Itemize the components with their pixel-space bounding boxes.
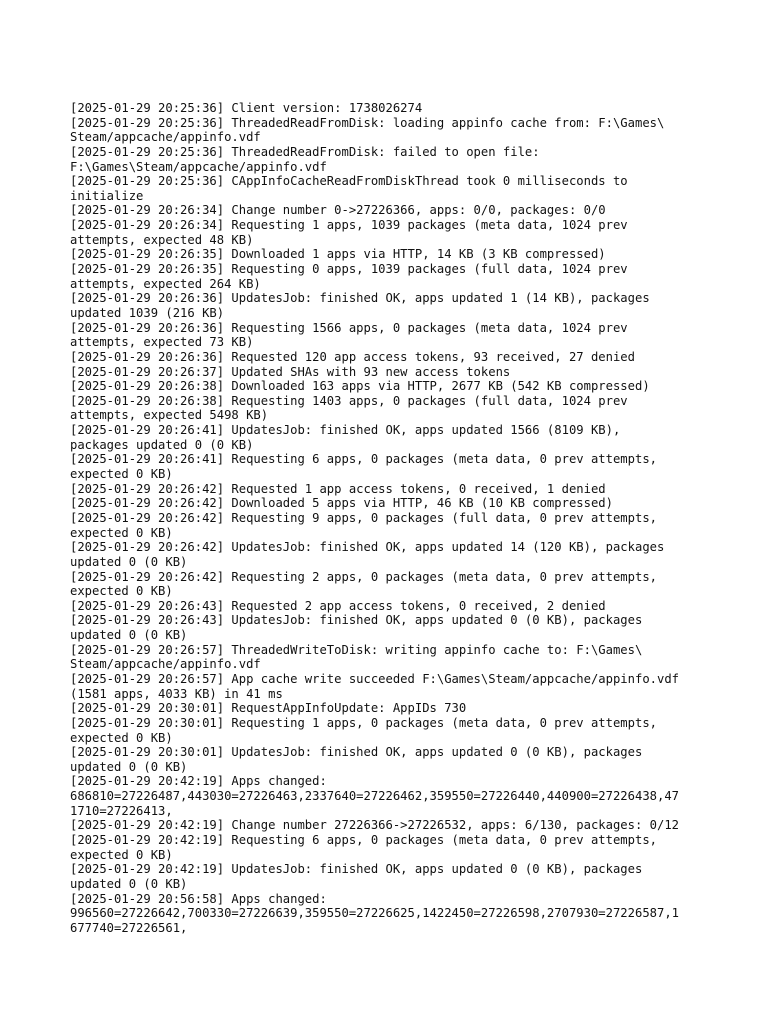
log-line: expected 0 KB) [70, 525, 173, 540]
log-line: expected 0 KB) [70, 730, 173, 745]
log-line: Steam/appcache/appinfo.vdf [70, 130, 261, 145]
log-line: [2025-01-29 20:25:36] ThreadedReadFromDisk: loading appinfo cache from: F:\Games\ [70, 115, 665, 130]
log-line: 1710=27226413, [70, 803, 173, 818]
log-text [70, 101, 710, 936]
log-line: [2025-01-29 20:25:36] CAppInfoCacheReadFromDiskThread took 0 milliseconds to [70, 174, 628, 189]
log-line: [2025-01-29 20:26:34] Requesting 1 apps, 1039 packages (meta data, 1024 prev [70, 218, 628, 233]
log-line: expected 0 KB) [70, 847, 173, 862]
log-line: attempts, expected 73 KB) [70, 335, 254, 350]
log-line: packages updated 0 (0 KB) [70, 437, 254, 452]
log-line: 677740=27226561, [70, 920, 188, 935]
log-line: [2025-01-29 20:26:41] Requesting 6 apps, 0 packages (meta data, 0 prev attempts, [70, 452, 657, 467]
log-line: [2025-01-29 20:26:34] Change number 0->27226366, apps: 0/0, packages: 0/0 [70, 203, 606, 218]
log-line: [2025-01-29 20:26:36] Requesting 1566 apps, 0 packages (meta data, 1024 prev [70, 320, 628, 335]
log-line: [2025-01-29 20:26:38] Requesting 1403 apps, 0 packages (full data, 1024 prev [70, 393, 628, 408]
log-line: [2025-01-29 20:26:57] App cache write succeeded F:\Games\Steam/appcache/appinfo.vdf [70, 671, 680, 686]
log-line: updated 0 (0 KB) [70, 628, 188, 643]
log-line: 996560=27226642,700330=27226639,359550=27226625,1422450=27226598,2707930=27226587,1 [70, 906, 680, 921]
log-line: initialize [70, 188, 144, 203]
log-line: [2025-01-29 20:56:58] Apps changed: [70, 891, 327, 906]
log-line: [2025-01-29 20:25:36] ThreadedReadFromDisk: failed to open file: [70, 144, 540, 159]
log-line: [2025-01-29 20:25:36] Client version: 1738026274 [70, 101, 423, 115]
log-line: attempts, expected 5498 KB) [70, 408, 269, 423]
log-line: [2025-01-29 20:42:19] Apps changed: [70, 774, 327, 789]
log-line: (1581 apps, 4033 KB) in 41 ms [70, 686, 283, 701]
log-line: [2025-01-29 20:30:01] RequestAppInfoUpdate: AppIDs 730 [70, 701, 467, 716]
log-line: [2025-01-29 20:26:35] Requesting 0 apps, 1039 packages (full data, 1024 prev [70, 262, 628, 277]
log-line: [2025-01-29 20:26:36] Requested 120 app access tokens, 93 received, 27 denied [70, 349, 635, 364]
log-line: [2025-01-29 20:26:42] Requested 1 app access tokens, 0 received, 1 denied [70, 481, 606, 496]
log-line: [2025-01-29 20:26:36] UpdatesJob: finished OK, apps updated 1 (14 KB), packages [70, 291, 650, 306]
log-line: [2025-01-29 20:26:57] ThreadedWriteToDisk: writing appinfo cache to: F:\Games\ [70, 642, 643, 657]
log-line: updated 0 (0 KB) [70, 554, 188, 569]
log-line: expected 0 KB) [70, 467, 173, 482]
log-line: [2025-01-29 20:26:43] Requested 2 app access tokens, 0 received, 2 denied [70, 598, 606, 613]
log-line: updated 1039 (216 KB) [70, 305, 225, 320]
log-line: [2025-01-29 20:26:42] Downloaded 5 apps via HTTP, 46 KB (10 KB compressed) [70, 496, 613, 511]
log-line: updated 0 (0 KB) [70, 876, 188, 891]
log-line: [2025-01-29 20:42:19] Requesting 6 apps, 0 packages (meta data, 0 prev attempts, [70, 833, 657, 848]
log-line: [2025-01-29 20:30:01] UpdatesJob: finished OK, apps updated 0 (0 KB), packages [70, 745, 643, 760]
log-line: attempts, expected 264 KB) [70, 276, 261, 291]
log-line: F:\Games\Steam/appcache/appinfo.vdf [70, 159, 327, 174]
log-line: [2025-01-29 20:26:43] UpdatesJob: finished OK, apps updated 0 (0 KB), packages [70, 613, 643, 628]
log-line: [2025-01-29 20:42:19] Change number 27226366->27226532, apps: 6/130, packages: 0/12 [70, 818, 680, 833]
log-line: [2025-01-29 20:42:19] UpdatesJob: finished OK, apps updated 0 (0 KB), packages [70, 862, 643, 877]
log-line: [2025-01-29 20:30:01] Requesting 1 apps, 0 packages (meta data, 0 prev attempts, [70, 715, 657, 730]
log-line: [2025-01-29 20:26:42] Requesting 2 apps, 0 packages (meta data, 0 prev attempts, [70, 569, 657, 584]
log-line: [2025-01-29 20:26:42] UpdatesJob: finished OK, apps updated 14 (120 KB), packages [70, 540, 665, 555]
log-line: [2025-01-29 20:26:42] Requesting 9 apps, 0 packages (full data, 0 prev attempts, [70, 510, 657, 525]
log-line: [2025-01-29 20:26:41] UpdatesJob: finished OK, apps updated 1566 (8109 KB), [70, 423, 621, 438]
log-line: [2025-01-29 20:26:35] Downloaded 1 apps via HTTP, 14 KB (3 KB compressed) [70, 247, 606, 262]
log-line: 686810=27226487,443030=27226463,2337640=27226462,359550=27226440,440900=27226438,47 [70, 789, 680, 804]
log-line: expected 0 KB) [70, 584, 173, 599]
log-line: [2025-01-29 20:26:38] Downloaded 163 apps via HTTP, 2677 KB (542 KB compressed) [70, 379, 650, 394]
log-line: updated 0 (0 KB) [70, 759, 188, 774]
log-line: Steam/appcache/appinfo.vdf [70, 657, 261, 672]
log-line: attempts, expected 48 KB) [70, 232, 254, 247]
log-line: [2025-01-29 20:26:37] Updated SHAs with 93 new access tokens [70, 364, 511, 379]
